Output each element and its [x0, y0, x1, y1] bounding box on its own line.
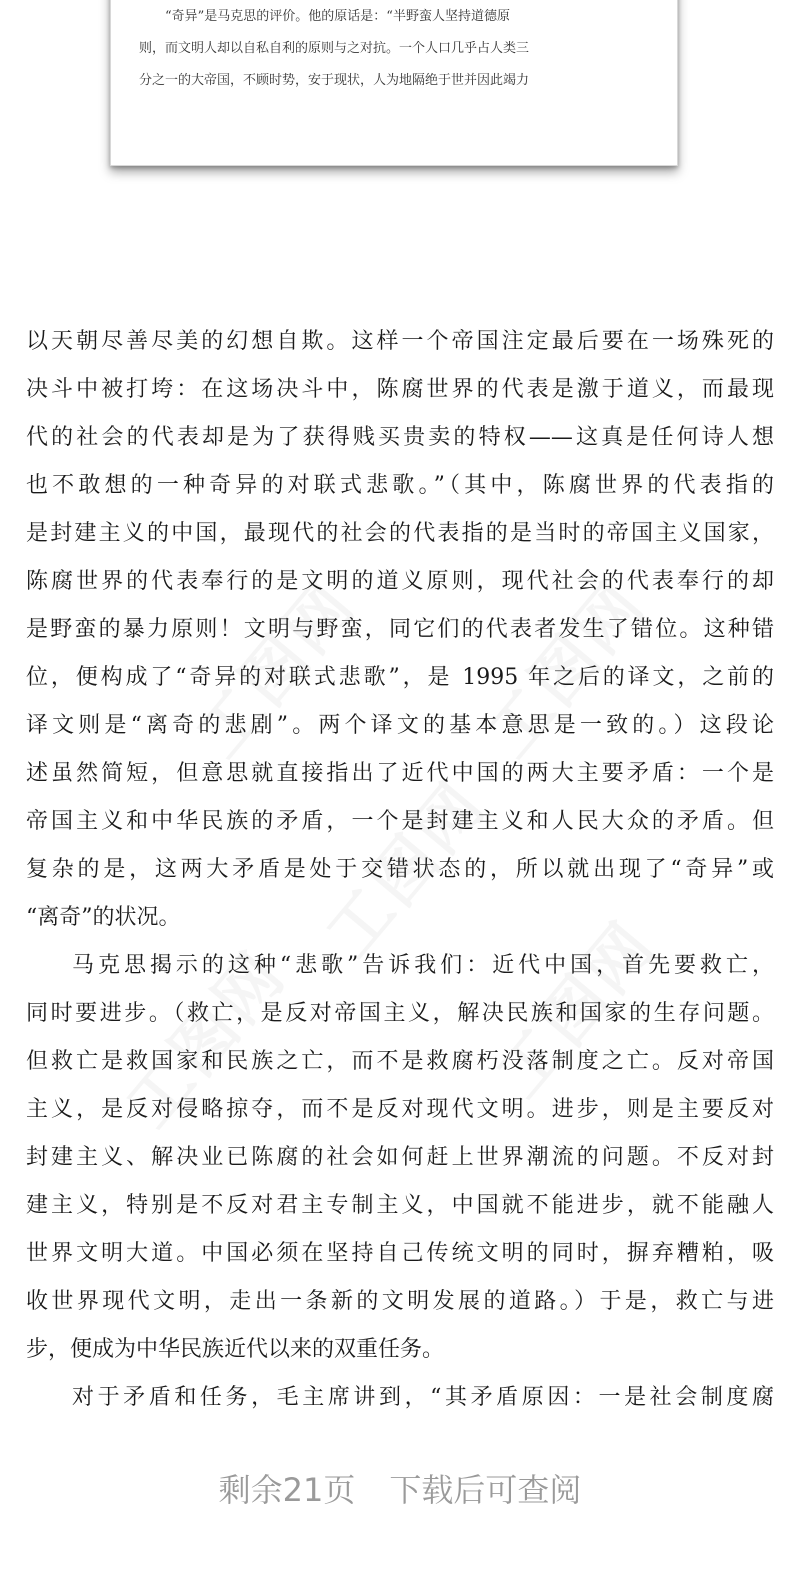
body-line: 以天朝尽善尽美的幻想自欺。这样一个帝国注定最后要在一场殊死的 [26, 329, 774, 354]
body-line: 对于矛盾和任务，毛主席讲到，“其矛盾原因：一是社会制度腐 [72, 1385, 774, 1410]
body-line: 同时要进步。（救亡，是反对帝国主义，解决民族和国家的生存问题。 [26, 1001, 774, 1026]
watermark: 工图网 [482, 907, 671, 1112]
preview-line: “奇异”是马克思的评价。他的原话是：“半野蛮人坚持道德原 [165, 9, 510, 24]
body-line: 收世界现代文明，走出一条新的文明发展的道路。）于是，救亡与进 [26, 1289, 774, 1314]
watermark: 工图网 [182, 567, 371, 772]
body-line: 世界文明大道。中国必须在坚持自己传统文明的同时，摒弃糟粕，吸 [26, 1241, 774, 1266]
download-to-view-label: 下载后可查阅 [389, 1471, 582, 1509]
body-line: 马克思揭示的这种“悲歌”告诉我们：近代中国，首先要救亡， [72, 953, 774, 978]
body-line: 主义，是反对侵略掠夺，而不是反对现代文明。进步，则是主要反对 [26, 1097, 774, 1122]
preview-line: 分之一的大帝国，不顾时势，安于现状，人为地隔绝于世并因此竭力 [139, 73, 530, 88]
body-line: 代的社会的代表却是为了获得贱买贵卖的特权——这真是任何诗人想 [26, 425, 774, 450]
document-body [26, 318, 774, 1422]
remaining-pages-label: 剩余21页 [218, 1471, 356, 1509]
body-line: 陈腐世界的代表奉行的是文明的道义原则，现代社会的代表奉行的却 [26, 569, 774, 594]
preview-page-card [110, 0, 678, 166]
watermark: 工图网 [112, 937, 301, 1142]
watermark: 工图网 [312, 767, 501, 972]
body-line: 建主义，特别是不反对君主专制主义，中国就不能进步，就不能融人 [26, 1193, 774, 1218]
body-line: 帝国主义和中华民族的矛盾，一个是封建主义和人民大众的矛盾。但 [26, 809, 774, 834]
body-line: 也不敢想的一种奇异的对联式悲歌。”（其中，陈腐世界的代表指的 [26, 473, 774, 498]
body-line: 是封建主义的中国，最现代的社会的代表指的是当时的帝国主义国家， [26, 521, 774, 546]
body-line: 复杂的是，这两大矛盾是处于交错状态的，所以就出现了“奇异”或 [26, 857, 774, 882]
watermark: 工图网 [472, 567, 661, 772]
body-line: 述虽然简短，但意思就直接指出了近代中国的两大主要矛盾：一个是 [26, 761, 774, 786]
body-line: 但救亡是救国家和民族之亡，而不是救腐朽没落制度之亡。反对帝国 [26, 1049, 774, 1074]
body-line: 译文则是“离奇的悲剧”。两个译文的基本意思是一致的。）这段论 [26, 713, 774, 738]
body-line: 决斗中被打垮：在这场决斗中，陈腐世界的代表是激于道义，而最现 [26, 377, 774, 402]
body-line: 位，便构成了“奇异的对联式悲歌”，是 1995 年之后的译文，之前的 [26, 665, 774, 690]
body-line: 是野蛮的暴力原则！文明与野蛮，同它们的代表者发生了错位。这种错 [26, 617, 774, 642]
preview-text-block [139, 1, 651, 97]
body-line: “离奇”的状况。 [26, 905, 181, 930]
body-line: 封建主义、解决业已陈腐的社会如何赶上世界潮流的问题。不反对封 [26, 1145, 774, 1170]
download-prompt-button[interactable] [0, 1460, 800, 1520]
preview-line: 则，而文明人却以自私自利的原则与之对抗。一个人口几乎占人类三 [139, 41, 530, 56]
body-line: 步，便成为中华民族近代以来的双重任务。 [26, 1337, 445, 1362]
